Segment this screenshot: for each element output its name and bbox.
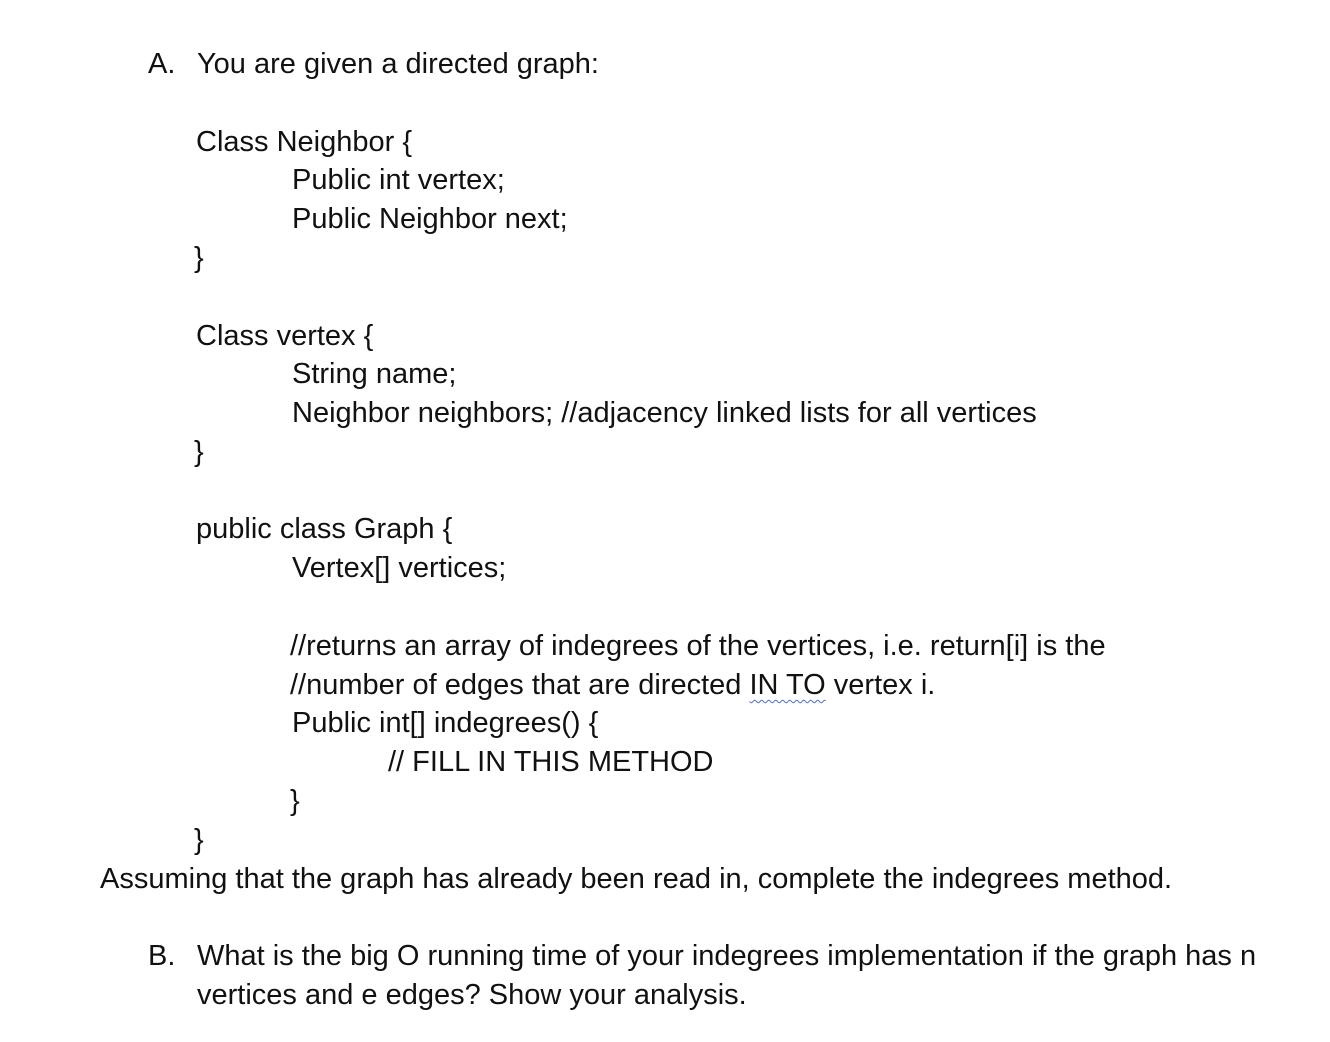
class-graph-header: public class Graph { — [196, 513, 453, 545]
comment-line-2-after: vertex i. — [825, 669, 936, 701]
question-a-intro: You are given a directed graph: — [197, 48, 599, 80]
class-neighbor-close-brace: } — [194, 242, 204, 274]
comment-line-2-before: //number of edges that are directed — [290, 669, 750, 701]
neighbor-vertex-field: Public int vertex; — [292, 164, 505, 196]
vertex-neighbors-field: Neighbor neighbors; //adjacency linked lists for all vertices — [292, 397, 1037, 429]
neighbor-next-field: Public Neighbor next; — [292, 203, 568, 235]
indegrees-method-signature: Public int[] indegrees() { — [292, 707, 599, 739]
indegrees-comment-line-1: //returns an array of indegrees of the vertices, i.e. return[i] is the — [290, 630, 1106, 662]
class-neighbor-header: Class Neighbor { — [196, 126, 412, 158]
graph-vertices-field: Vertex[] vertices; — [292, 552, 507, 584]
instruction-text: Assuming that the graph has already been read in, complete the indegrees method. — [100, 863, 1173, 895]
class-vertex-close-brace: } — [194, 436, 204, 468]
indegrees-method-body: // FILL IN THIS METHOD — [388, 746, 714, 778]
question-a-marker: A. — [148, 48, 176, 80]
spellcheck-flagged-text: IN TO — [749, 669, 826, 701]
indegrees-method-close-brace: } — [290, 785, 300, 817]
class-vertex-header: Class vertex { — [196, 320, 374, 352]
indegrees-comment-line-2 — [290, 668, 935, 702]
question-b-line-1: What is the big O running time of your indegrees implementation if the graph has n — [197, 940, 1257, 972]
question-b-line-2: vertices and e edges? Show your analysis. — [197, 979, 747, 1011]
class-graph-close-brace: } — [194, 824, 204, 856]
vertex-name-field: String name; — [292, 358, 457, 390]
question-b-marker: B. — [148, 940, 176, 972]
